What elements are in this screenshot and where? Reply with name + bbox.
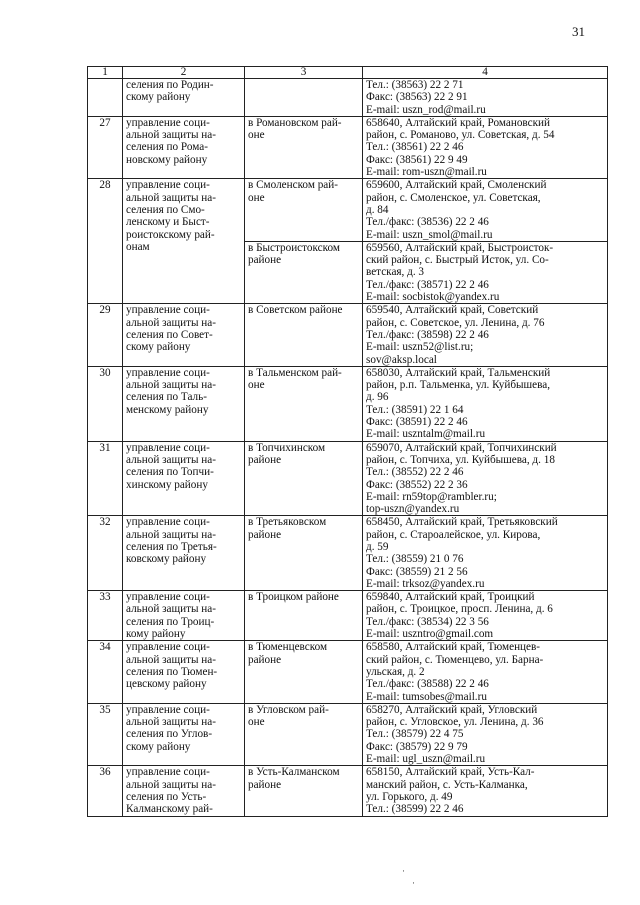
contact-details-line: E-mail: uszntalm@mail.ru: [366, 428, 486, 441]
contact-details: [363, 366, 608, 441]
row-number: 36: [88, 766, 123, 816]
district-name: [245, 116, 363, 178]
department-name-line: ленскому и Быст-: [126, 216, 210, 229]
contact-details: [363, 591, 608, 641]
department-name-line: управление соци-: [126, 116, 210, 129]
contact-details-line: 658150, Алтайский край, Усть-Кал-: [366, 766, 535, 779]
contact-details-line: E-mail: uszntro@gmail.com: [366, 628, 494, 641]
contact-details-line: 659070, Алтайский край, Топчихинский: [366, 441, 557, 454]
department-name-line: скому району: [126, 341, 191, 354]
contact-details-line: Факс: (38563) 22 2 91: [366, 91, 468, 104]
contact-details: [363, 241, 608, 303]
department-name-line: альной защиты на-: [126, 653, 216, 666]
district-name: [245, 591, 363, 641]
district-name-line: оне: [248, 716, 265, 729]
department-name-line: управление соци-: [126, 441, 210, 454]
department-name-line: альной защиты на-: [126, 379, 216, 392]
contact-details-line: 659600, Алтайский край, Смоленский: [366, 179, 547, 192]
contact-details-line: Тел.: (38563) 22 2 71: [366, 79, 464, 91]
contact-details-line: район, с. Советское, ул. Ленина, д. 76: [366, 316, 545, 329]
department-name-line: управление соци-: [126, 766, 210, 779]
contact-details-line: Тел./факс: (38534) 22 3 56: [366, 615, 489, 628]
header-col-4: 4: [363, 67, 608, 79]
contact-details-line: манский район, с. Усть-Калманка,: [366, 778, 528, 791]
contact-details-line: E-mail: tumsobes@mail.ru: [366, 690, 487, 703]
department-name-line: селения по Углов-: [126, 728, 213, 741]
department-name: [123, 766, 245, 816]
row-number: 35: [88, 703, 123, 765]
contact-details-line: район, с. Троицкое, просп. Ленина, д. 6: [366, 603, 553, 616]
district-name-line: в Топчихинском: [248, 441, 326, 454]
contact-details-line: д. 59: [366, 540, 389, 553]
district-name-line: районе: [248, 254, 282, 267]
district-name-line: в Троицком районе: [248, 591, 339, 604]
contact-details-line: Тел./факс: (38571) 22 2 46: [366, 278, 489, 291]
contact-details-line: Тел.: (38591) 22 1 64: [366, 403, 464, 416]
contact-details-line: район, с. Угловское, ул. Ленина, д. 36: [366, 716, 544, 729]
department-name: [123, 366, 245, 441]
department-name-line: скому району: [126, 740, 191, 753]
contact-details: [363, 116, 608, 178]
contact-details-line: 658450, Алтайский край, Третьяковский: [366, 516, 558, 529]
contact-details-line: ский район, с. Тюменцево, ул. Барна-: [366, 653, 544, 666]
contact-details-line: top-uszn@yandex.ru: [366, 503, 460, 516]
district-name-line: районе: [248, 778, 282, 791]
table-row: [88, 766, 608, 816]
table-row: [88, 79, 608, 117]
contact-details-line: Тел.: (38599) 22 2 46: [366, 803, 464, 816]
department-name: [123, 179, 245, 304]
registry-table: [87, 66, 608, 817]
department-name-line: альной защиты на-: [126, 129, 216, 142]
contact-details-line: E-mail: uszn_smol@mail.ru: [366, 228, 493, 241]
contact-details-line: E-mail: rom-uszn@mail.ru: [366, 166, 487, 179]
contact-details-line: Факс: (38559) 21 2 56: [366, 565, 468, 578]
table-row: [88, 366, 608, 441]
department-name: [123, 79, 245, 117]
district-name-line: оне: [248, 129, 265, 142]
department-name-line: онам: [126, 240, 150, 253]
department-name: [123, 441, 245, 516]
district-name-line: в Усть-Калманском: [248, 766, 340, 779]
district-name: [245, 766, 363, 816]
row-number: [88, 79, 123, 117]
contact-details-line: район, с. Смоленское, ул. Советская,: [366, 191, 541, 204]
table-row: [88, 591, 608, 641]
contact-details-line: 658030, Алтайский край, Тальменский: [366, 366, 551, 379]
department-name-line: менскому району: [126, 403, 209, 416]
department-name-line: селения по Троиц-: [126, 615, 215, 628]
department-name-line: управление соци-: [126, 516, 210, 529]
department-name-line: хинскому району: [126, 478, 208, 491]
district-name-line: в Быстроистокском: [248, 241, 340, 254]
contact-details: [363, 304, 608, 366]
contact-details-line: Тел.: (38552) 22 2 46: [366, 466, 464, 479]
department-name-line: селения по Усть-: [126, 790, 207, 803]
department-name-line: новскому району: [126, 153, 208, 166]
table-row: [88, 116, 608, 178]
contact-details: [363, 766, 608, 816]
department-name-line: селения по Третья-: [126, 540, 217, 553]
contact-details-line: Факс: (38561) 22 9 49: [366, 153, 468, 166]
header-col-3: 3: [245, 67, 363, 79]
contact-details-line: 658640, Алтайский край, Романовский: [366, 116, 551, 129]
contact-details: [363, 441, 608, 516]
department-name-line: селения по Смо-: [126, 203, 205, 216]
district-name-line: оне: [248, 191, 265, 204]
department-name-line: кому району: [126, 628, 186, 641]
table-row: [88, 441, 608, 516]
scan-mark: ·: [402, 866, 405, 876]
department-name-line: альной защиты на-: [126, 778, 216, 791]
district-name: [245, 366, 363, 441]
contact-details-line: E-mail: rn59top@rambler.ru;: [366, 490, 497, 503]
department-name-line: альной защиты на-: [126, 316, 216, 329]
contact-details-line: ул. Горького, д. 49: [366, 790, 453, 803]
contact-details-line: район, с. Топчиха, ул. Куйбышева, д. 18: [366, 453, 555, 466]
department-name-line: управление соци-: [126, 179, 210, 192]
department-name-line: управление соци-: [126, 366, 210, 379]
district-name: [245, 703, 363, 765]
department-name-line: цевскому району: [126, 678, 207, 691]
contact-details-line: Тел./факс: (38588) 22 2 46: [366, 678, 489, 691]
contact-details-line: Тел.: (38561) 22 2 46: [366, 141, 464, 154]
row-number: 31: [88, 441, 123, 516]
contact-details-line: Тел.: (38559) 21 0 76: [366, 553, 464, 566]
department-name-line: селения по Рома-: [126, 141, 208, 154]
department-name: [123, 116, 245, 178]
table-row: [88, 703, 608, 765]
district-name-line: в Угловском рай-: [248, 703, 329, 716]
district-name: [245, 179, 363, 241]
table-body: [88, 79, 608, 817]
district-name-line: районе: [248, 453, 282, 466]
row-number: 29: [88, 304, 123, 366]
contact-details-line: район, с. Романово, ул. Советская, д. 54: [366, 129, 555, 142]
district-name-line: в Тальменском рай-: [248, 366, 342, 379]
department-name-line: альной защиты на-: [126, 191, 216, 204]
contact-details-line: 659840, Алтайский край, Троицкий: [366, 591, 535, 604]
department-name-line: селения по Топчи-: [126, 466, 214, 479]
department-name-line: альной защиты на-: [126, 453, 216, 466]
contact-details-line: E-mail: uszn_rod@mail.ru: [366, 103, 486, 116]
contact-details-line: ветская, д. 3: [366, 266, 425, 279]
row-number: 27: [88, 116, 123, 178]
department-name-line: управление соци-: [126, 304, 210, 317]
contact-details-line: д. 96: [366, 391, 389, 404]
department-name: [123, 516, 245, 591]
contact-details: [363, 516, 608, 591]
department-name-line: управление соци-: [126, 641, 210, 654]
district-name: [245, 441, 363, 516]
district-name: [245, 516, 363, 591]
row-number: 34: [88, 641, 123, 703]
contact-details-line: sov@aksp.local: [366, 353, 437, 366]
contact-details-line: Факс: (38591) 22 2 46: [366, 416, 468, 429]
department-name-line: скому району: [126, 91, 191, 104]
department-name-line: ковскому району: [126, 553, 207, 566]
contact-details-line: ский район, с. Быстрый Исток, ул. Со-: [366, 254, 549, 267]
department-name: [123, 304, 245, 366]
department-name-line: селения по Таль-: [126, 391, 207, 404]
contact-details-line: ульская, д. 2: [366, 665, 425, 678]
page-number: 31: [572, 24, 585, 39]
table-row: [88, 641, 608, 703]
department-name-line: роистокскому рай-: [126, 228, 215, 241]
district-name: [245, 641, 363, 703]
contact-details-line: 658270, Алтайский край, Угловский: [366, 703, 538, 716]
contact-details-line: 659540, Алтайский край, Советский: [366, 304, 539, 317]
district-name-line: в Тюменцевском: [248, 641, 328, 654]
district-name-line: в Третьяковском: [248, 516, 327, 529]
department-name-line: селения по Родин-: [126, 79, 214, 91]
district-name: [245, 304, 363, 366]
contact-details: [363, 79, 608, 117]
department-name-line: альной защиты на-: [126, 603, 216, 616]
table-row: [88, 304, 608, 366]
department-name-line: альной защиты на-: [126, 528, 216, 541]
department-name: [123, 591, 245, 641]
department-name-line: управление соци-: [126, 703, 210, 716]
contact-details-line: E-mail: socbistok@yandex.ru: [366, 291, 500, 304]
contact-details-line: 658580, Алтайский край, Тюменцев-: [366, 641, 541, 654]
department-name-line: альной защиты на-: [126, 716, 216, 729]
table-row: [88, 179, 608, 241]
contact-details: [363, 641, 608, 703]
contact-details-line: район, с. Староалейское, ул. Кирова,: [366, 528, 541, 541]
header-col-2: 2: [123, 67, 245, 79]
contact-details-line: E-mail: trksoz@yandex.ru: [366, 577, 485, 590]
contact-details-line: Тел.: (38579) 22 4 75: [366, 728, 464, 741]
district-name-line: районе: [248, 528, 282, 541]
district-name-line: в Смоленском рай-: [248, 179, 338, 192]
contact-details-line: Факс: (38579) 22 9 79: [366, 740, 468, 753]
district-name-line: районе: [248, 653, 282, 666]
row-number: 32: [88, 516, 123, 591]
department-name: [123, 703, 245, 765]
table-row: [88, 516, 608, 591]
row-number: 33: [88, 591, 123, 641]
district-name-line: в Советском районе: [248, 304, 343, 317]
contact-details-line: E-mail: ugl_uszn@mail.ru: [366, 753, 486, 766]
contact-details-line: 659560, Алтайский край, Быстроисток-: [366, 241, 554, 254]
contact-details: [363, 179, 608, 241]
department-name: [123, 641, 245, 703]
header-row: [88, 67, 608, 79]
department-name-line: селения по Тюмен-: [126, 665, 218, 678]
contact-details-line: Тел./факс: (38536) 22 2 46: [366, 216, 489, 229]
district-name: [245, 241, 363, 303]
contact-details-line: район, р.п. Тальменка, ул. Куйбышева,: [366, 379, 551, 392]
scan-mark: ·: [412, 878, 415, 888]
district-name-line: оне: [248, 379, 265, 392]
contact-details-line: Факс: (38552) 22 2 36: [366, 478, 468, 491]
contact-details: [363, 703, 608, 765]
department-name-line: селения по Совет-: [126, 328, 213, 341]
header-col-1: 1: [88, 67, 123, 79]
district-name-line: в Романовском рай-: [248, 116, 342, 129]
contact-details-line: д. 84: [366, 203, 389, 216]
row-number: 28: [88, 179, 123, 304]
department-name-line: управление соци-: [126, 591, 210, 604]
department-name-line: Калманскому рай-: [126, 803, 213, 816]
row-number: 30: [88, 366, 123, 441]
contact-details-line: Тел./факс: (38598) 22 2 46: [366, 328, 489, 341]
contact-details-line: E-mail: uszn52@list.ru;: [366, 341, 474, 354]
district-name: [245, 79, 363, 117]
